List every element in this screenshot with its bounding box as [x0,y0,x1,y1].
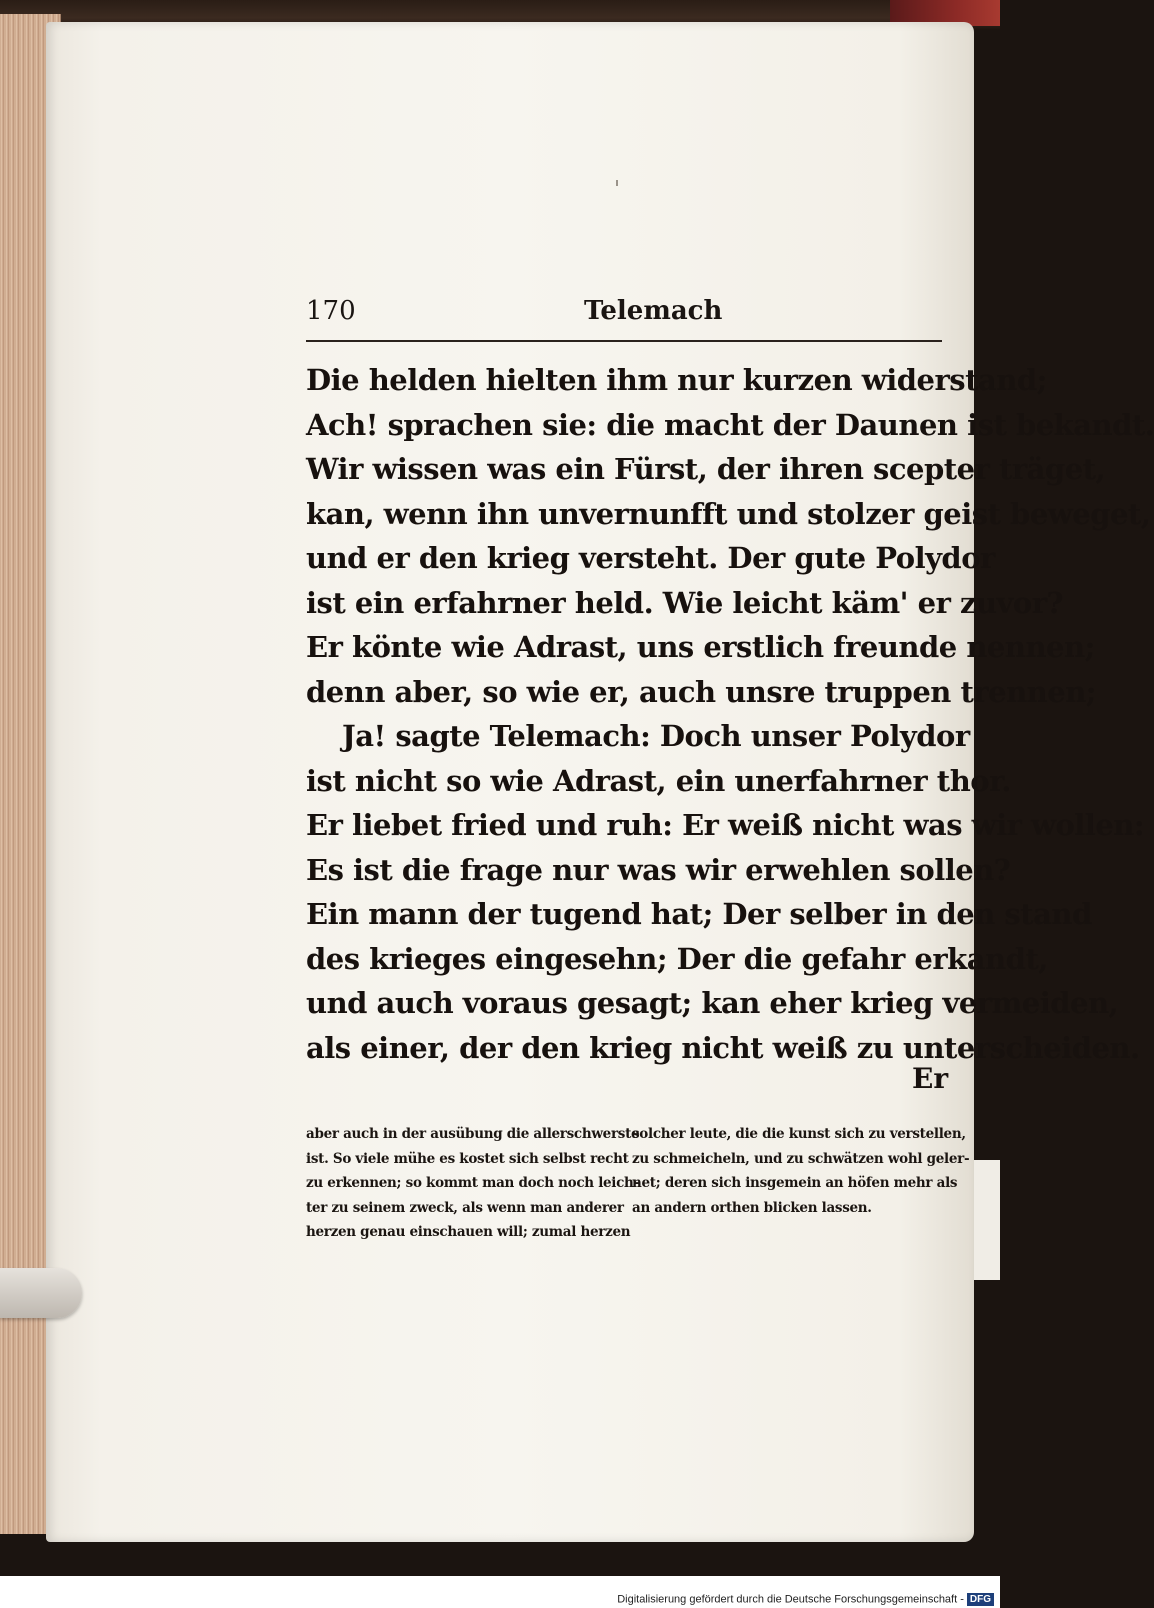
verse-line: Ach! sprachen sie: die macht der Daunen ist bekandt. [306,407,1154,442]
verse-line: ist nicht so wie Adrast, ein unerfahrner thor. [306,763,1011,798]
credit-text: Digitalisierung gefördert durch die Deutsche Forschungsgemeinschaft - [617,1593,964,1606]
footnote-line: solcher leute, die die kunst sich zu verstellen, [632,1126,966,1142]
footnote-line: ter zu seinem zweck, als wenn man anderer [306,1199,624,1216]
page-clip [0,1268,82,1318]
verse-line: und auch voraus gesagt; kan eher krieg vermeiden, [306,986,1119,1020]
footnote-line: an andern orthen blicken lassen. [632,1199,872,1216]
page-header [306,296,940,336]
verse-line: und er den krieg versteht. Der gute Polydor [306,541,995,575]
footnote-line: zu erkennen; so kommt man doch noch leich- [306,1175,639,1191]
verse-line: des krieges eingesehn; Der die gefahr erkandt, [306,941,1048,976]
catchword: Er [912,1062,949,1095]
page-speck [616,180,618,186]
footnote-column-right [632,1122,970,1220]
verse-line: Er liebet fried und ruh: Er weiß nicht was wir wollen: [306,808,1145,842]
verse-line: kan, wenn ihn unvernunfft und stolzer geist beweget, [306,496,1151,531]
verse-line: ist ein erfahrner held. Wie leicht käm' er zuvor? [306,585,1063,620]
verse-line: Er könte wie Adrast, uns erstlich freunde nennen; [306,630,1095,664]
verse-line: als einer, der den krieg nicht weiß zu unterscheiden. [306,1030,1140,1065]
footnote-line: aber auch in der ausübung die allerschwerste [306,1126,640,1142]
dfg-logo: DFG [967,1593,994,1606]
verse-line: Ja! sagte Telemach: Doch unser Polydor [342,719,970,753]
footnote-line: ist. So viele mühe es kostet sich selbst recht [306,1150,629,1167]
verse-line: Es ist die frage nur was wir erwehlen sollen? [306,852,1011,887]
footnote-column-left [306,1122,640,1245]
digitization-credit [617,1593,994,1606]
verse-block-2 [306,714,1145,1070]
verse-line: Wir wissen was ein Fürst, der ihren scepter träget, [306,452,1106,486]
verse-line: Ein mann der tugend hat; Der selber in den stand [306,897,1092,931]
footnote-line: net; deren sich insgemein an höfen mehr als [632,1175,958,1191]
footnote-line: herzen genau einschauen will; zumal herzen [306,1224,631,1240]
verse-line: Die helden hielten ihm nur kurzen widerstand; [306,363,1047,397]
page-number: 170 [306,296,356,326]
running-head: Telemach [584,296,723,326]
verse-line: denn aber, so wie er, auch unsre truppen trennen; [306,674,1096,709]
header-rule [306,340,942,342]
footnote-line: zu schmeicheln, und zu schwätzen wohl geler- [632,1150,970,1167]
next-page-strip [974,1160,1000,1280]
verse-block-1 [306,358,1154,714]
